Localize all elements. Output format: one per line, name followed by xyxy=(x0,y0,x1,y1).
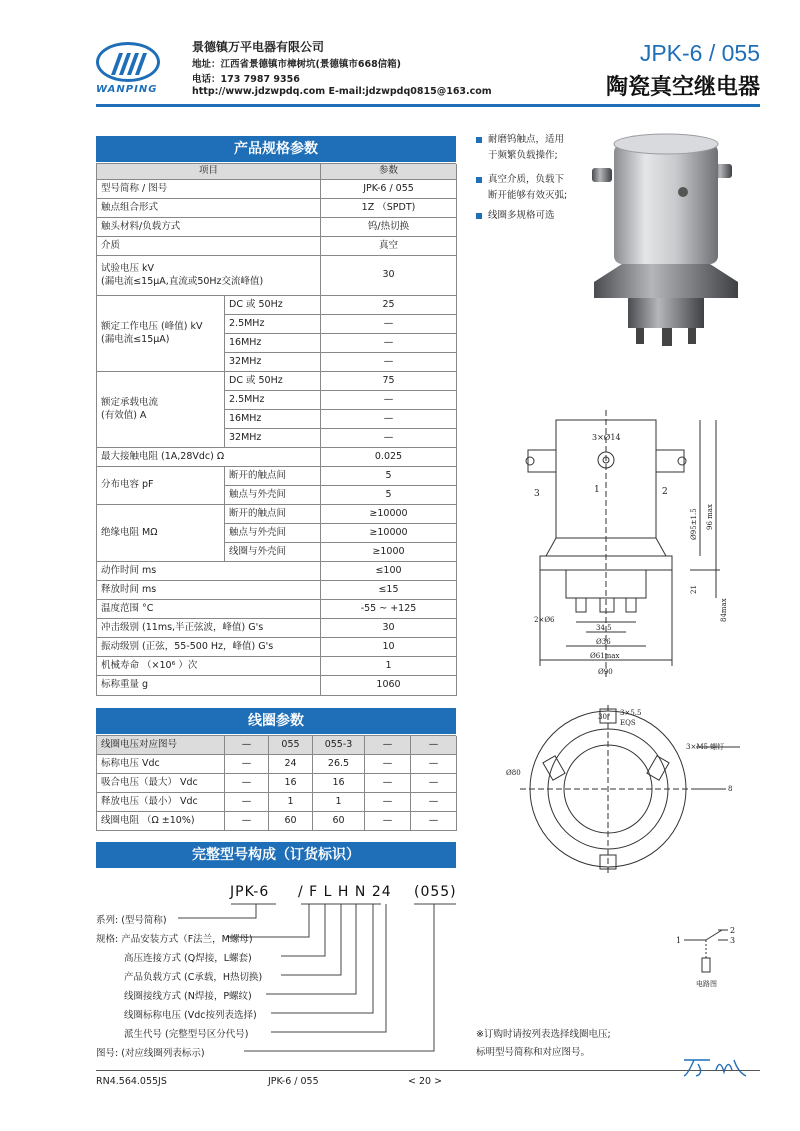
order-label-drawing: 图号: (对应线圈列表标示) xyxy=(96,1048,205,1059)
capacitance-val: 5 xyxy=(321,467,457,486)
spec-value: 1Z （SPDT) xyxy=(321,199,457,218)
capacitance-sub: 断开的触点间 xyxy=(225,467,321,486)
order-code-series: JPK-6 xyxy=(230,884,270,900)
product-title: 陶瓷真空继电器 xyxy=(605,75,760,100)
bullet-icon xyxy=(476,177,482,183)
coil-table xyxy=(96,735,456,831)
order-section-title: 完整型号构成（订货标识） xyxy=(96,842,456,868)
order-note-2: 标明型号简称和对应图号。 xyxy=(476,1047,591,1058)
company-name: 景德镇万平电器有限公司 xyxy=(192,40,325,54)
company-web[interactable]: http://www.jdzwpdq.com E-mail:jdzwpdq0815@163.com xyxy=(192,86,492,97)
rated-voltage-val: — xyxy=(321,353,457,372)
feature-item xyxy=(476,208,555,224)
page-number: < 20 > xyxy=(408,1076,443,1087)
order-label-derivative: 派生代号 (完整型号区分代号) xyxy=(124,1029,249,1040)
test-voltage-note: (漏电流≤15μA,直流或50Hz交流峰值) xyxy=(101,275,264,287)
order-note-1: ※订购时请按列表选择线圈电压; xyxy=(476,1029,611,1040)
feature-text: 线圈多规格可选 xyxy=(488,210,555,221)
model-title: JPK-6 / 055 xyxy=(639,40,760,66)
coil-cell: 标称电压 Vdc xyxy=(97,755,225,774)
dim-thread: 3×M5 螺钉 xyxy=(686,743,725,751)
spec-header-param: 参数 xyxy=(321,164,457,180)
coil-header-cell: 055 xyxy=(269,736,313,755)
coil-header-cell: 线圈电压对应图号 xyxy=(97,736,225,755)
spec-label: 冲击级别 (11ms,半正弦波，峰值) G's xyxy=(97,619,321,638)
insulation-sub: 断开的触点间 xyxy=(225,505,321,524)
rated-current-sub: 32MHz xyxy=(225,429,321,448)
feature-item xyxy=(476,132,564,164)
spec-label: 最大接触电阻 (1A,28Vdc) Ω xyxy=(97,448,321,467)
dim-90: Ø90 xyxy=(598,668,613,676)
logo-wordmark: WANPING xyxy=(96,84,158,95)
coil-cell: — xyxy=(365,774,411,793)
spec-table xyxy=(96,163,456,696)
spec-value: 10 xyxy=(321,638,457,657)
circuit-caption: 电路图 xyxy=(696,980,717,988)
coil-cell: 1 xyxy=(313,793,365,812)
coil-cell: 1 xyxy=(269,793,313,812)
coil-cell: 线圈电阻 （Ω ±10%) xyxy=(97,812,225,831)
pin-label: 2 xyxy=(662,487,668,497)
rated-voltage-sub: 32MHz xyxy=(225,353,321,372)
rated-voltage-val: 25 xyxy=(321,296,457,315)
dim-slot: 3×5.5 xyxy=(620,709,642,717)
spec-label: 温度范围 °C xyxy=(97,600,321,619)
circuit-node: 2 xyxy=(730,926,736,935)
dim-34: 34.5 xyxy=(596,624,612,632)
dim-height: Ø95±1.5 xyxy=(690,508,698,540)
feature-text: 断开能够有效灭弧; xyxy=(488,190,568,201)
order-label-load: 产品负载方式 (C承载，H热切换) xyxy=(124,972,263,983)
spec-label: 触头材料/负载方式 xyxy=(97,218,321,237)
capacitance-label: 分布电容 pF xyxy=(97,467,225,505)
coil-cell: — xyxy=(365,812,411,831)
feature-text: 于频繁负载操作; xyxy=(488,150,558,161)
coil-cell: — xyxy=(225,812,269,831)
spec-value: ≤15 xyxy=(321,581,457,600)
spec-value: JPK-6 / 055 xyxy=(321,180,457,199)
coil-cell: 释放电压（最小） Vdc xyxy=(97,793,225,812)
insulation-label: 绝缘电阻 MΩ xyxy=(97,505,225,562)
coil-cell: — xyxy=(365,755,411,774)
insulation-sub: 线圈与外壳间 xyxy=(225,543,321,562)
rated-voltage-note: (漏电流≤15μA) xyxy=(101,333,170,345)
spec-label: 动作时间 ms xyxy=(97,562,321,581)
spec-value: 0.025 xyxy=(321,448,457,467)
circuit-node: 1 xyxy=(676,936,682,945)
spec-value: ≤100 xyxy=(321,562,457,581)
dim-eqs: EQS xyxy=(620,719,636,727)
capacitance-sub: 触点与外壳间 xyxy=(225,486,321,505)
spec-value: 1060 xyxy=(321,676,457,696)
spec-label: 标称重量 g xyxy=(97,676,321,696)
rated-current-note: (有效值) A xyxy=(101,409,147,421)
dim-96: 96 max xyxy=(706,504,714,530)
insulation-val: ≥10000 xyxy=(321,505,457,524)
spec-value: 30 xyxy=(321,256,457,296)
rated-current-val: — xyxy=(321,391,457,410)
coil-cell: 60 xyxy=(269,812,313,831)
order-label-coil-wiring: 线圈接线方式 (N焊接，P螺纹) xyxy=(124,991,252,1002)
dim-angle: 30° xyxy=(598,713,611,721)
spec-label: 触点组合形式 xyxy=(97,199,321,218)
order-code-spec: / F L H N 24 xyxy=(298,884,392,900)
spec-header-item: 项目 xyxy=(97,164,321,180)
company-logo xyxy=(96,42,160,82)
coil-cell: 吸合电压（最大） Vdc xyxy=(97,774,225,793)
insulation-val: ≥1000 xyxy=(321,543,457,562)
insulation-sub: 触点与外壳间 xyxy=(225,524,321,543)
dim-2x6: 2×Ø6 xyxy=(534,616,555,624)
pin-label: 3 xyxy=(534,489,540,499)
spec-value: 30 xyxy=(321,619,457,638)
coil-header-cell: 055-3 xyxy=(313,736,365,755)
rated-current-val: — xyxy=(321,429,457,448)
coil-header-cell: — xyxy=(365,736,411,755)
spec-value: 钨/热切换 xyxy=(321,218,457,237)
rated-current-text: 额定承载电流 xyxy=(101,396,159,408)
rated-voltage-label xyxy=(97,296,225,372)
dim-61: Ø61max xyxy=(590,652,620,660)
bullet-icon xyxy=(476,137,482,143)
bullet-icon xyxy=(476,213,482,219)
rated-voltage-sub: 2.5MHz xyxy=(225,315,321,334)
coil-cell: — xyxy=(411,812,457,831)
dim-8: 8 xyxy=(728,785,733,793)
spec-value: -55 ~ +125 xyxy=(321,600,457,619)
rated-current-sub: 16MHz xyxy=(225,410,321,429)
spec-label: 释放时间 ms xyxy=(97,581,321,600)
spec-label-test xyxy=(97,256,321,296)
rated-current-sub: DC 或 50Hz xyxy=(225,372,321,391)
feature-text: 真空介质，负载下 xyxy=(488,174,565,185)
header-rule xyxy=(96,104,760,107)
rated-voltage-sub: 16MHz xyxy=(225,334,321,353)
dim-84: 84max xyxy=(720,598,728,622)
circuit-node: 3 xyxy=(730,936,736,945)
order-label-series: 系列: (型号简称) xyxy=(96,915,167,926)
rated-current-sub: 2.5MHz xyxy=(225,391,321,410)
coil-cell: — xyxy=(411,793,457,812)
insulation-val: ≥10000 xyxy=(321,524,457,543)
coil-header-cell: — xyxy=(411,736,457,755)
coil-cell: — xyxy=(365,793,411,812)
side-view-drawing xyxy=(520,410,760,700)
rated-voltage-val: — xyxy=(321,315,457,334)
circuit-diagram xyxy=(672,922,752,992)
coil-cell: 16 xyxy=(269,774,313,793)
rated-voltage-sub: DC 或 50Hz xyxy=(225,296,321,315)
rated-voltage-text: 额定工作电压 (峰值) kV xyxy=(101,320,203,332)
spec-section-title: 产品规格参数 xyxy=(96,136,456,162)
rated-voltage-val: — xyxy=(321,334,457,353)
coil-cell: — xyxy=(225,774,269,793)
test-voltage-label: 试验电压 kV xyxy=(101,262,155,274)
dim-21: 21 xyxy=(690,585,698,594)
coil-cell: — xyxy=(411,774,457,793)
company-address: 地址：江西省景德镇市樟树坑(景德镇市668信箱) xyxy=(192,59,402,70)
rated-current-val: 75 xyxy=(321,372,457,391)
dim-holes: 3×Ø14 xyxy=(592,433,621,442)
pin-label: 1 xyxy=(594,485,600,495)
spec-label: 介质 xyxy=(97,237,321,256)
coil-section-title: 线圈参数 xyxy=(96,708,456,734)
signature-logo xyxy=(680,1052,750,1080)
bottom-view-drawing xyxy=(500,705,770,880)
coil-cell: 26.5 xyxy=(313,755,365,774)
feature-text: 耐磨钨触点，适用 xyxy=(488,134,565,145)
coil-cell: 60 xyxy=(313,812,365,831)
footer-rule xyxy=(96,1070,760,1071)
spec-label: 机械寿命 （×10⁶ ）次 xyxy=(97,657,321,676)
spec-label: 振动级别 (正弦，55-500 Hz，峰值) G's xyxy=(97,638,321,657)
order-label-mount: 规格: 产品安装方式（F法兰，M螺母) xyxy=(96,934,253,945)
order-label-coil-voltage: 线圈标称电压 (Vdc按列表选择) xyxy=(124,1010,257,1021)
order-label-hv: 高压连接方式 (Q焊接，L螺套) xyxy=(124,953,252,964)
feature-item xyxy=(476,172,567,204)
coil-header-cell: — xyxy=(225,736,269,755)
capacitance-val: 5 xyxy=(321,486,457,505)
coil-cell: — xyxy=(411,755,457,774)
dim-36: Ø36 xyxy=(596,638,611,646)
footer-doc-number: RN4.564.055JS xyxy=(96,1076,167,1087)
spec-label: 型号简称 / 图号 xyxy=(97,180,321,199)
rated-current-val: — xyxy=(321,410,457,429)
coil-cell: 16 xyxy=(313,774,365,793)
product-photo xyxy=(588,130,748,355)
footer-model: JPK-6 / 055 xyxy=(268,1076,319,1087)
spec-value: 真空 xyxy=(321,237,457,256)
coil-cell: — xyxy=(225,755,269,774)
coil-cell: 24 xyxy=(269,755,313,774)
rated-current-label xyxy=(97,372,225,448)
dim-80: Ø80 xyxy=(506,769,521,777)
company-phone: 电话：173 7987 9356 xyxy=(192,74,300,85)
coil-cell: — xyxy=(225,793,269,812)
spec-value: 1 xyxy=(321,657,457,676)
order-code-suffix: (055) xyxy=(414,884,457,900)
